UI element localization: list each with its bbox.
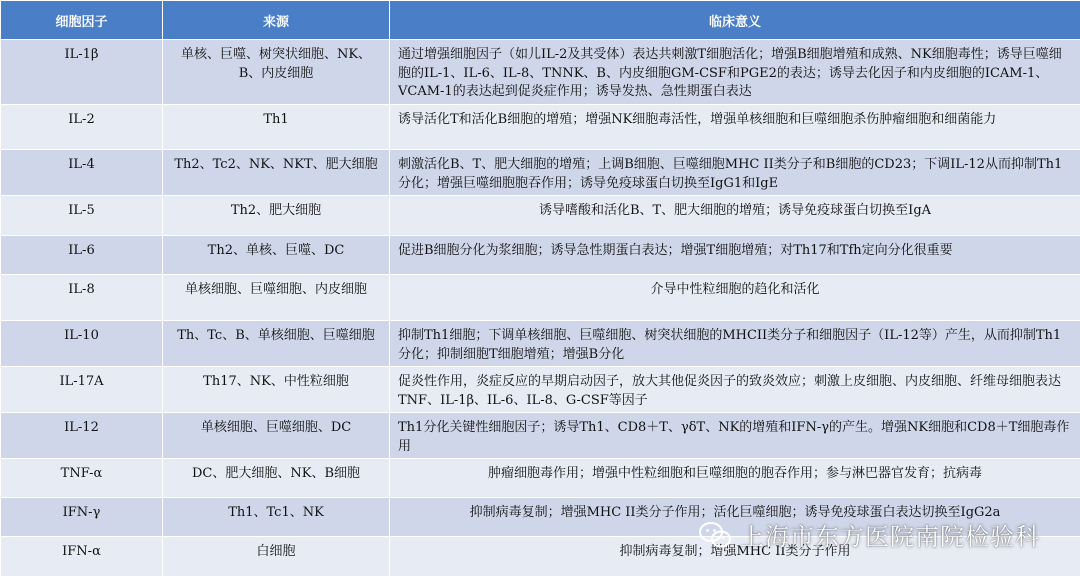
cytokine-source: 单核细胞、巨噬细胞、DC xyxy=(163,413,390,459)
table-row xyxy=(1,537,1080,577)
table-row xyxy=(1,413,1080,459)
cytokine-source: Th1 xyxy=(163,105,390,150)
table-row xyxy=(1,196,1080,236)
cytokine-significance: 介导中性粒细胞的趋化和活化 xyxy=(390,275,1080,321)
cytokine-significance: 促炎性作用，炎症反应的早期启动因子，放大其他促炎因子的致炎效应；刺激上皮细胞、内皮细胞、纤维母细胞表达TNF、IL-1β、IL-6、IL-8、G-CSF等因子 xyxy=(390,367,1080,413)
cytokine-significance: 抑制Th1细胞；下调单核细胞、巨噬细胞、树突状细胞的MHCII类分子和细胞因子（IL-12等）产生，从而抑制Th1分化；抑制细胞T细胞增殖；增强B分化 xyxy=(390,321,1080,367)
table-row xyxy=(1,498,1080,537)
table-row xyxy=(1,367,1080,413)
watermark-text: 上海市东方医院南院检验科 xyxy=(740,523,1040,551)
cytokine-name: IFN-γ xyxy=(1,498,163,537)
cytokine-significance: 抑制病毒复制；增强MHC II类分子作用；活化巨噬细胞；诱导免疫球蛋白表达切换至IgG2a xyxy=(390,498,1080,537)
cytokine-significance: 刺激活化B、T、肥大细胞的增殖；上调B细胞、巨噬细胞MHC II类分子和B细胞的CD23；下调IL-12从而抑制Th1分化；增强巨噬细胞胞吞作用；诱导免疫球蛋白切换至IgG1和IgE xyxy=(390,150,1080,196)
cytokine-significance: 肿瘤细胞毒作用；增强中性粒细胞和巨噬细胞的胞吞作用；参与淋巴器官发育；抗病毒 xyxy=(390,459,1080,498)
table-row xyxy=(1,459,1080,498)
table-row xyxy=(1,40,1080,105)
cytokine-significance: 抑制病毒复制；增强MHC II类分子作用 xyxy=(390,537,1080,577)
table-row xyxy=(1,150,1080,196)
header-cytokine: 细胞因子 xyxy=(1,1,163,40)
cytokine-name: IL-4 xyxy=(1,150,163,196)
cytokine-significance: 通过增强细胞因子（如儿IL-2及其受体）表达共刺激T细胞活化；增强B细胞增殖和成熟、NK细胞毒性；诱导巨噬细胞的IL-1、IL-6、IL-8、TNNK、B、内皮细胞GM-CSF和PGE2的表达；诱导去化因子和内皮细胞的ICAM-1、VCAM-1的表达起到促炎症作用；诱导发热、急性期蛋白表达 xyxy=(390,40,1080,105)
cytokine-source: DC、肥大细胞、NK、B细胞 xyxy=(163,459,390,498)
table-row xyxy=(1,236,1080,275)
cytokine-name: IL-1β xyxy=(1,40,163,105)
cytokine-name: IL-10 xyxy=(1,321,163,367)
cytokine-source: 单核、巨噬、树突状细胞、NK、B、内皮细胞 xyxy=(163,40,390,105)
cytokine-source: 白细胞 xyxy=(163,537,390,577)
cytokine-source: Th2、肥大细胞 xyxy=(163,196,390,236)
cytokine-source: Th1、Tc1、NK xyxy=(163,498,390,537)
cytokine-name: TNF-α xyxy=(1,459,163,498)
cytokine-source: Th17、NK、中性粒细胞 xyxy=(163,367,390,413)
cytokine-significance: 促进B细胞分化为浆细胞；诱导急性期蛋白表达；增强T细胞增殖；对Th17和Tfh定向分化很重要 xyxy=(390,236,1080,275)
table-row xyxy=(1,105,1080,150)
cytokine-significance: Th1分化关键性细胞因子；诱导Th1、CD8＋T、γδT、NK的增殖和IFN-γ的产生。增强NK细胞和CD8＋T细胞毒作用 xyxy=(390,413,1080,459)
header-source: 来源 xyxy=(163,1,390,40)
header-significance: 临床意义 xyxy=(390,1,1080,40)
cytokine-name: IL-12 xyxy=(1,413,163,459)
cytokine-name: IL-5 xyxy=(1,196,163,236)
cytokine-name: IL-2 xyxy=(1,105,163,150)
cytokine-significance: 诱导嗜酸和活化B、T、肥大细胞的增殖；诱导免疫球蛋白切换至IgA xyxy=(390,196,1080,236)
cytokine-significance: 诱导活化T和活化B细胞的增殖；增强NK细胞毒活性，增强单核细胞和巨噬细胞杀伤肿瘤细胞和细菌能力 xyxy=(390,105,1080,150)
table-header-row xyxy=(1,1,1080,40)
cytokine-source: Th2、单核、巨噬、DC xyxy=(163,236,390,275)
cytokine-name: IFN-α xyxy=(1,537,163,577)
cytokine-source: Th2、Tc2、NK、NKT、肥大细胞 xyxy=(163,150,390,196)
cytokine-source: 单核细胞、巨噬细胞、内皮细胞 xyxy=(163,275,390,321)
cytokine-name: IL-8 xyxy=(1,275,163,321)
cytokine-source: Th、Tc、B、单核细胞、巨噬细胞 xyxy=(163,321,390,367)
cytokine-name: IL-17A xyxy=(1,367,163,413)
table-row xyxy=(1,275,1080,321)
table-row xyxy=(1,321,1080,367)
cytokine-name: IL-6 xyxy=(1,236,163,275)
